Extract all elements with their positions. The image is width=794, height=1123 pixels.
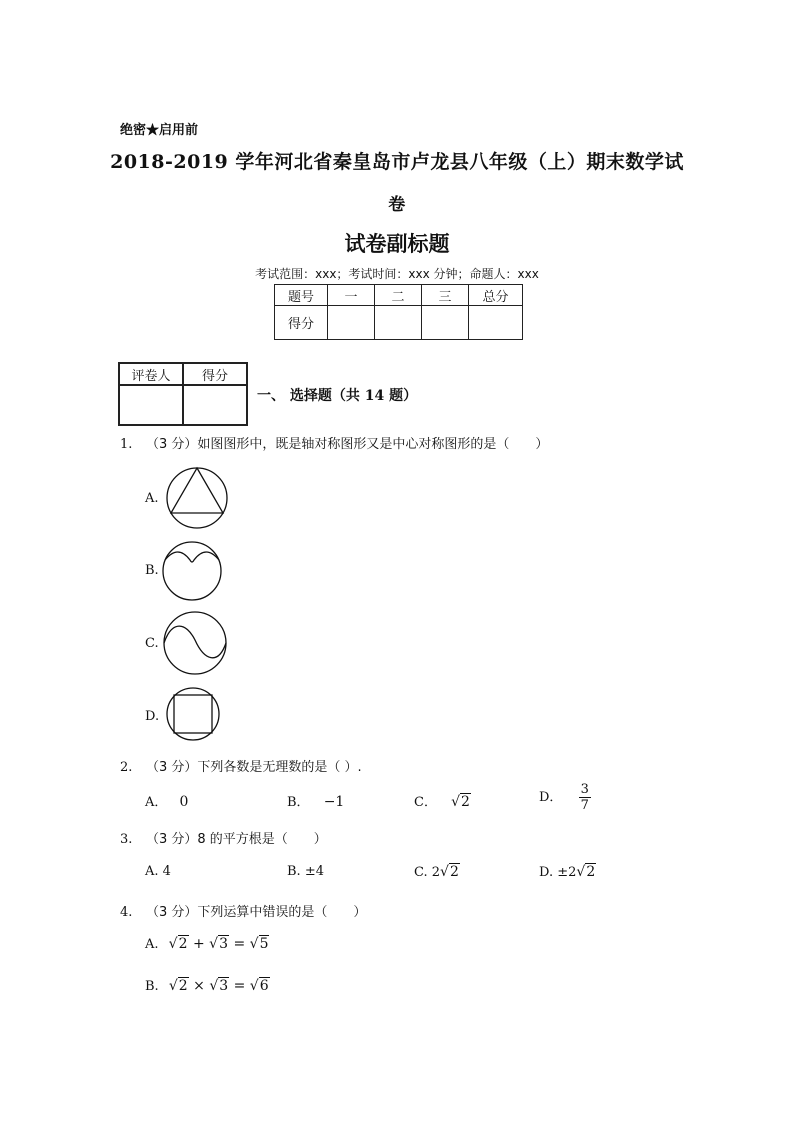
- score-cell: [328, 306, 375, 340]
- exam-title-line1: 2018-2019 学年河北省秦皇岛市卢龙县八年级（上）期末数学试: [110, 151, 684, 173]
- q3-option-a: A. 4: [145, 864, 171, 879]
- option-label: C．: [414, 795, 437, 810]
- sqrt-expression: √6: [249, 978, 269, 994]
- option-label: B．: [287, 795, 310, 810]
- question-3: [120, 828, 327, 847]
- sqrt-expression: √2: [168, 978, 188, 994]
- question-1: [120, 433, 548, 452]
- option-label: D. ±2: [539, 865, 577, 880]
- circle-with-double-arc-icon: [160, 538, 224, 602]
- question-number: 4.: [120, 905, 133, 920]
- question-4: [120, 901, 366, 920]
- grader-cell: [183, 385, 247, 425]
- exam-title-line2: 卷: [388, 195, 406, 215]
- radicand: 2: [461, 794, 470, 810]
- option-label: B.: [145, 979, 159, 994]
- score-cell: [422, 306, 469, 340]
- option-label: A．: [145, 795, 168, 810]
- q2-option-b: [287, 791, 344, 810]
- section-title: 一、 选择题（共 14 题）: [257, 388, 418, 404]
- q1-option-b-label: B.: [145, 563, 159, 578]
- q4-option-a: [145, 936, 269, 952]
- score-header-2: 二: [375, 285, 422, 306]
- option-label: C. 2: [414, 865, 441, 880]
- sqrt-expression: √3: [209, 936, 228, 952]
- question-text: （3 分）8 的平方根是（ ）: [146, 832, 327, 847]
- expression: √2 × √3 = √6: [168, 978, 269, 994]
- q2-option-d: [539, 782, 591, 813]
- confidential-label: 绝密★启用前: [120, 123, 199, 138]
- score-header-total: 总分: [469, 285, 523, 306]
- grader-score-header: 得分: [183, 363, 247, 385]
- question-2: [120, 756, 362, 775]
- q3-option-d: [539, 864, 596, 880]
- score-header-1: 一: [328, 285, 375, 306]
- grader-header: 评卷人: [119, 363, 183, 385]
- numerator: 3: [580, 782, 589, 797]
- option-label: D．: [539, 790, 563, 805]
- circle-with-s-curve-icon: [162, 610, 230, 676]
- question-text: （3 分）如图图形中，既是轴对称图形又是中心对称图形的是（ ）: [146, 437, 549, 452]
- q4-option-b: [145, 978, 270, 994]
- question-text: （3 分）下列运算中错误的是（ ）: [146, 905, 367, 920]
- q3-option-b: B. ±4: [287, 864, 324, 879]
- sqrt-expression: √5: [249, 936, 269, 952]
- score-cell: [469, 306, 523, 340]
- option-value: −1: [323, 794, 345, 810]
- sqrt-expression: √2: [451, 794, 470, 810]
- question-number: 2.: [120, 760, 133, 775]
- question-number: 1.: [120, 437, 133, 452]
- q1-option-c-label: C.: [145, 636, 159, 651]
- sqrt-expression: √2: [168, 936, 188, 952]
- score-table: [274, 284, 523, 340]
- exam-subtitle: 试卷副标题: [344, 231, 450, 256]
- option-value: 0: [179, 794, 189, 810]
- score-header-number: 题号: [275, 285, 328, 306]
- q3-option-c: [414, 864, 460, 880]
- fraction: [579, 782, 591, 813]
- denominator: 7: [580, 798, 589, 813]
- q2-option-c: [414, 791, 471, 810]
- sqrt-expression: √2: [576, 864, 596, 880]
- q2-option-a: [145, 791, 188, 810]
- grader-table: [118, 362, 248, 426]
- sqrt-expression: √2: [440, 864, 459, 880]
- circle-with-triangle-icon: [165, 466, 231, 530]
- score-cell: [375, 306, 422, 340]
- option-label: A.: [145, 937, 159, 952]
- q1-option-a-label: A.: [145, 491, 159, 506]
- sqrt-expression: √3: [209, 978, 229, 994]
- score-header-3: 三: [422, 285, 469, 306]
- question-number: 3.: [120, 832, 133, 847]
- radicand: 2: [586, 864, 596, 880]
- radicand: 2: [449, 864, 459, 880]
- q1-option-d-label: D.: [145, 709, 160, 724]
- score-row-label: 得分: [275, 306, 328, 340]
- question-text: （3 分）下列各数是无理数的是（ ）.: [146, 760, 362, 775]
- circle-with-square-icon: [165, 685, 221, 743]
- expression: √2 + √3 = √5: [168, 936, 269, 952]
- grader-cell: [119, 385, 183, 425]
- exam-info: 考试范围：xxx；考试时间：xxx 分钟；命题人：xxx: [255, 267, 539, 281]
